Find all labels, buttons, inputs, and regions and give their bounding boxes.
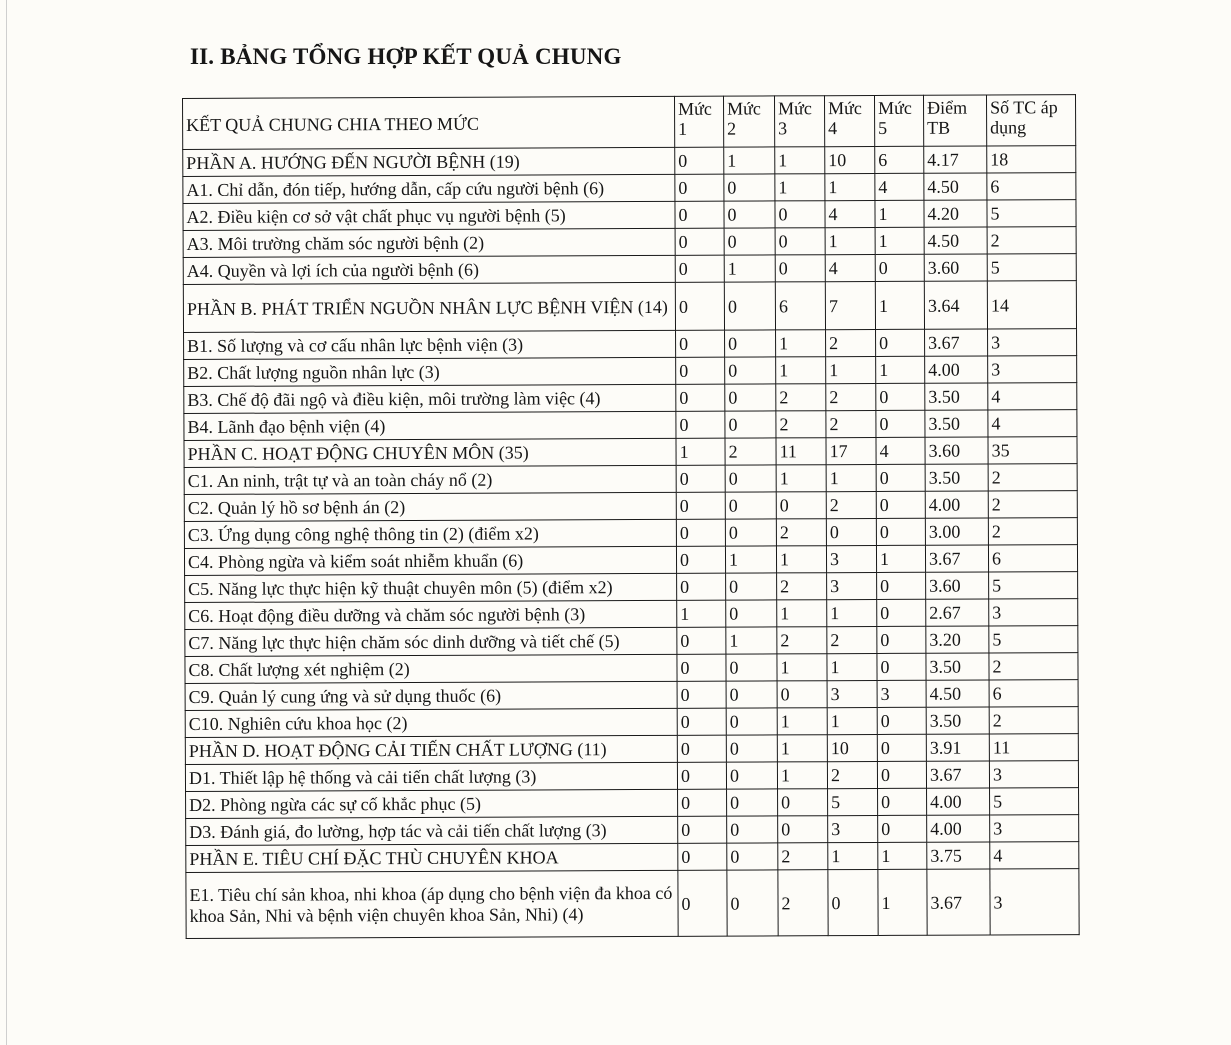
level-1-cell: 0 — [677, 708, 726, 735]
level-2-cell: 0 — [727, 789, 778, 816]
average-score-cell: 3.00 — [925, 518, 988, 545]
level-1-cell: 0 — [676, 546, 725, 573]
page-edge-line — [6, 0, 7, 1045]
table-row — [185, 734, 1078, 765]
level-1-cell: 0 — [678, 816, 727, 843]
level-1-cell: 0 — [676, 411, 725, 438]
level-3-cell: 0 — [775, 201, 825, 228]
level-2-cell: 0 — [725, 330, 776, 357]
level-5-cell: 1 — [876, 545, 925, 572]
average-score-cell: 2.67 — [926, 599, 989, 626]
level-4-cell: 0 — [826, 518, 876, 545]
criteria-count-cell: 5 — [990, 788, 1079, 815]
level-5-cell: 4 — [876, 437, 925, 464]
level-4-cell: 2 — [826, 329, 876, 356]
level-4-cell: 1 — [825, 227, 875, 254]
level-2-cell: 2 — [725, 438, 776, 465]
level-4-cell: 2 — [827, 761, 877, 788]
table-row — [183, 173, 1076, 204]
criteria-count-cell: 2 — [987, 227, 1076, 254]
criteria-count-cell: 11 — [989, 734, 1078, 761]
level-1-cell: 0 — [677, 573, 726, 600]
summary-results-table — [182, 94, 1080, 939]
criteria-count-cell: 5 — [987, 200, 1076, 227]
level-2-cell: 1 — [724, 255, 775, 282]
level-5-cell: 0 — [877, 734, 926, 761]
level-3-cell: 2 — [778, 870, 828, 936]
table-row — [186, 842, 1079, 873]
criteria-count-cell: 3 — [990, 869, 1079, 935]
criterion-label-cell: D3. Đánh giá, đo lường, hợp tác và cải tiến chất lượng (3) — [186, 816, 678, 845]
level-2-cell: 1 — [725, 546, 776, 573]
level-3-cell: 1 — [776, 546, 826, 573]
level-4-cell: 3 — [827, 572, 877, 599]
level-3-cell: 0 — [775, 255, 825, 282]
average-score-cell: 3.91 — [926, 734, 989, 761]
table-row — [186, 788, 1079, 819]
table-row — [184, 518, 1077, 549]
level-5-cell: 0 — [878, 815, 927, 842]
table-row — [186, 869, 1079, 939]
level-1-cell: 0 — [677, 681, 726, 708]
level-1-cell: 1 — [676, 438, 725, 465]
criterion-label-cell: C10. Nghiên cứu khoa học (2) — [185, 708, 677, 737]
criteria-count-cell: 3 — [988, 356, 1077, 383]
level-1-cell: 0 — [677, 627, 726, 654]
level-3-cell: 0 — [775, 228, 825, 255]
criterion-label-cell: B2. Chất lượng nguồn nhân lực (3) — [184, 357, 676, 386]
criterion-label-cell: B3. Chế độ đãi ngộ và điều kiện, môi trường làm việc (4) — [184, 384, 676, 413]
level-2-cell: 0 — [726, 735, 777, 762]
level-2-cell: 1 — [726, 627, 777, 654]
level-3-cell: 1 — [776, 465, 826, 492]
level-4-cell: 10 — [827, 734, 877, 761]
table-row — [186, 815, 1079, 846]
column-header-level-4: Mức 4 — [824, 95, 874, 146]
level-3-cell: 2 — [776, 519, 826, 546]
level-3-cell: 1 — [776, 357, 826, 384]
criteria-count-cell: 2 — [988, 464, 1077, 491]
level-3-cell: 1 — [777, 762, 827, 789]
level-3-cell: 1 — [775, 147, 825, 174]
level-5-cell: 0 — [876, 491, 925, 518]
column-header-criteria-count: Số TC áp dụng — [986, 95, 1075, 146]
level-4-cell: 1 — [828, 842, 878, 869]
level-3-cell: 2 — [777, 573, 827, 600]
criterion-label-cell: PHẦN A. HƯỚNG ĐẾN NGƯỜI BỆNH (19) — [183, 147, 675, 176]
average-score-cell: 4.00 — [925, 491, 988, 518]
criterion-label-cell: A2. Điều kiện cơ sở vật chất phục vụ người bệnh (5) — [183, 201, 675, 230]
average-score-cell: 3.50 — [925, 410, 988, 437]
level-2-cell: 0 — [724, 201, 775, 228]
average-score-cell: 3.50 — [926, 653, 989, 680]
level-5-cell: 0 — [876, 329, 925, 356]
table-row — [185, 599, 1078, 630]
criterion-label-cell: PHẦN E. TIÊU CHÍ ĐẶC THÙ CHUYÊN KHOA — [186, 843, 678, 872]
criterion-label-cell: C5. Năng lực thực hiện kỹ thuật chuyên môn (5) (điểm x2) — [185, 573, 677, 602]
criterion-label-cell: C7. Năng lực thực hiện chăm sóc dinh dưỡng và tiết chế (5) — [185, 627, 677, 656]
level-4-cell: 7 — [825, 281, 875, 329]
level-4-cell: 1 — [826, 464, 876, 491]
level-2-cell: 0 — [726, 573, 777, 600]
level-2-cell: 0 — [726, 654, 777, 681]
level-3-cell: 2 — [778, 843, 828, 870]
level-5-cell: 0 — [876, 464, 925, 491]
level-2-cell: 0 — [725, 519, 776, 546]
criterion-label-cell: B1. Số lượng và cơ cấu nhân lực bệnh viện (3) — [184, 330, 676, 359]
level-3-cell: 0 — [776, 492, 826, 519]
criteria-count-cell: 5 — [987, 254, 1076, 281]
criteria-count-cell: 2 — [989, 653, 1078, 680]
level-4-cell: 2 — [827, 626, 877, 653]
table-row — [185, 761, 1078, 792]
criterion-label-cell: C2. Quản lý hồ sơ bệnh án (2) — [184, 492, 676, 521]
level-4-cell: 1 — [827, 653, 877, 680]
level-2-cell: 0 — [725, 411, 776, 438]
average-score-cell: 3.64 — [924, 281, 987, 329]
criterion-label-cell: C9. Quản lý cung ứng và sử dụng thuốc (6) — [185, 681, 677, 710]
criterion-label-cell: PHẦN D. HOẠT ĐỘNG CẢI TIẾN CHẤT LƯỢNG (11) — [185, 735, 677, 764]
level-3-cell: 1 — [776, 330, 826, 357]
level-5-cell: 3 — [877, 680, 926, 707]
level-3-cell: 1 — [777, 735, 827, 762]
column-header-category: KẾT QUẢ CHUNG CHIA THEO MỨC — [183, 96, 675, 149]
level-4-cell: 1 — [827, 599, 877, 626]
level-5-cell: 0 — [877, 707, 926, 734]
level-5-cell: 0 — [878, 788, 927, 815]
level-5-cell: 6 — [875, 146, 924, 173]
level-5-cell: 0 — [876, 383, 925, 410]
column-header-average-score: Điểm TB — [923, 95, 986, 146]
criteria-count-cell: 3 — [990, 815, 1079, 842]
criteria-count-cell: 4 — [988, 383, 1077, 410]
level-3-cell: 1 — [775, 174, 825, 201]
table-row — [185, 707, 1078, 738]
level-4-cell: 5 — [828, 788, 878, 815]
average-score-cell: 3.60 — [926, 572, 989, 599]
level-2-cell: 1 — [724, 147, 775, 174]
level-2-cell: 0 — [726, 600, 777, 627]
average-score-cell: 4.50 — [926, 680, 989, 707]
level-5-cell: 0 — [876, 518, 925, 545]
level-1-cell: 0 — [678, 843, 727, 870]
level-1-cell: 0 — [675, 228, 724, 255]
level-3-cell: 0 — [777, 681, 827, 708]
level-4-cell: 3 — [826, 545, 876, 572]
level-1-cell: 0 — [678, 789, 727, 816]
criterion-label-cell: E1. Tiêu chí sản khoa, nhi khoa (áp dụng cho bệnh viện đa khoa có khoa Sản, Nhi và bệnh viện chuyên khoa Sản, Nhi) (4) — [186, 870, 678, 938]
level-4-cell: 0 — [828, 869, 878, 935]
table-row — [184, 545, 1077, 576]
table-row — [184, 356, 1077, 387]
average-score-cell: 4.00 — [925, 356, 988, 383]
level-4-cell: 3 — [828, 815, 878, 842]
criterion-label-cell: A4. Quyền và lợi ích của người bệnh (6) — [183, 255, 675, 284]
average-score-cell: 3.50 — [925, 383, 988, 410]
table-row — [185, 653, 1078, 684]
level-3-cell: 0 — [778, 789, 828, 816]
criteria-count-cell: 4 — [988, 410, 1077, 437]
table-row — [185, 572, 1078, 603]
average-score-cell: 4.00 — [927, 788, 990, 815]
criterion-label-cell: C6. Hoạt động điều dưỡng và chăm sóc người bệnh (3) — [185, 600, 677, 629]
level-2-cell: 0 — [727, 816, 778, 843]
level-5-cell: 1 — [875, 281, 924, 329]
level-1-cell: 0 — [676, 384, 725, 411]
level-1-cell: 0 — [676, 465, 725, 492]
level-2-cell: 0 — [725, 357, 776, 384]
level-3-cell: 1 — [777, 600, 827, 627]
level-2-cell: 0 — [725, 384, 776, 411]
table-row — [184, 410, 1077, 441]
level-2-cell: 0 — [724, 282, 775, 330]
criterion-label-cell: C8. Chất lượng xét nghiệm (2) — [185, 654, 677, 683]
level-3-cell: 1 — [777, 708, 827, 735]
level-2-cell: 0 — [726, 762, 777, 789]
level-4-cell: 2 — [826, 491, 876, 518]
table-row — [184, 464, 1077, 495]
average-score-cell: 4.50 — [924, 227, 987, 254]
page-title: II. BẢNG TỔNG HỢP KẾT QUẢ CHUNG — [190, 44, 622, 69]
average-score-cell: 4.00 — [927, 815, 990, 842]
criterion-label-cell: B4. Lãnh đạo bệnh viện (4) — [184, 411, 676, 440]
table-header-row — [183, 95, 1076, 150]
average-score-cell: 3.60 — [925, 437, 988, 464]
average-score-cell: 3.67 — [927, 869, 990, 935]
average-score-cell: 4.20 — [924, 200, 987, 227]
level-1-cell: 0 — [676, 492, 725, 519]
level-2-cell: 0 — [725, 492, 776, 519]
criterion-label-cell: A3. Môi trường chăm sóc người bệnh (2) — [183, 228, 675, 257]
level-3-cell: 1 — [777, 654, 827, 681]
criteria-count-cell: 18 — [987, 146, 1076, 173]
level-5-cell: 0 — [877, 653, 926, 680]
level-1-cell: 0 — [675, 201, 724, 228]
table-row — [185, 626, 1078, 657]
level-5-cell: 1 — [876, 356, 925, 383]
level-1-cell: 0 — [676, 330, 725, 357]
level-1-cell: 1 — [677, 600, 726, 627]
level-3-cell: 2 — [776, 384, 826, 411]
level-2-cell: 0 — [727, 870, 778, 936]
table-row — [183, 146, 1076, 177]
level-5-cell: 0 — [877, 599, 926, 626]
average-score-cell: 3.67 — [925, 545, 988, 572]
level-3-cell: 6 — [775, 282, 825, 330]
column-header-level-1: Mức 1 — [674, 96, 723, 147]
level-3-cell: 2 — [777, 627, 827, 654]
criterion-label-cell: C4. Phòng ngừa và kiểm soát nhiễm khuẩn (6) — [184, 546, 676, 575]
table-row — [184, 383, 1077, 414]
average-score-cell: 3.67 — [925, 329, 988, 356]
level-1-cell: 0 — [675, 174, 724, 201]
average-score-cell: 3.50 — [926, 707, 989, 734]
table-row — [184, 491, 1077, 522]
table-row — [183, 227, 1076, 258]
criteria-count-cell: 6 — [988, 545, 1077, 572]
level-2-cell: 0 — [727, 843, 778, 870]
level-1-cell: 0 — [677, 654, 726, 681]
level-4-cell: 10 — [825, 146, 875, 173]
level-5-cell: 0 — [875, 254, 924, 281]
criterion-label-cell: A1. Chỉ dẫn, đón tiếp, hướng dẫn, cấp cứu người bệnh (6) — [183, 174, 675, 203]
level-4-cell: 4 — [825, 200, 875, 227]
criterion-label-cell: PHẦN B. PHÁT TRIỂN NGUỒN NHÂN LỰC BỆNH VIỆN (14) — [183, 282, 675, 332]
criteria-count-cell: 35 — [988, 437, 1077, 464]
level-1-cell: 0 — [675, 147, 724, 174]
average-score-cell: 3.75 — [927, 842, 990, 869]
level-1-cell: 0 — [675, 282, 724, 330]
level-5-cell: 0 — [877, 761, 926, 788]
level-4-cell: 17 — [826, 437, 876, 464]
criterion-label-cell: D2. Phòng ngừa các sự cố khắc phục (5) — [186, 789, 678, 818]
column-header-level-3: Mức 3 — [774, 96, 824, 147]
level-2-cell: 0 — [725, 465, 776, 492]
average-score-cell: 3.20 — [926, 626, 989, 653]
level-1-cell: 0 — [675, 255, 724, 282]
level-5-cell: 4 — [875, 173, 924, 200]
criteria-count-cell: 2 — [988, 491, 1077, 518]
criteria-count-cell: 6 — [989, 680, 1078, 707]
criteria-count-cell: 3 — [988, 329, 1077, 356]
level-1-cell: 0 — [678, 870, 727, 936]
level-3-cell: 0 — [778, 816, 828, 843]
table-body — [183, 146, 1079, 939]
level-2-cell: 0 — [724, 174, 775, 201]
level-1-cell: 0 — [676, 357, 725, 384]
level-2-cell: 0 — [726, 708, 777, 735]
criteria-count-cell: 4 — [990, 842, 1079, 869]
level-4-cell: 2 — [826, 410, 876, 437]
criteria-count-cell: 3 — [989, 599, 1078, 626]
level-5-cell: 1 — [878, 869, 927, 935]
level-5-cell: 1 — [875, 227, 924, 254]
table-row — [183, 200, 1076, 231]
level-5-cell: 0 — [877, 572, 926, 599]
table-row — [183, 281, 1076, 333]
level-3-cell: 2 — [776, 411, 826, 438]
level-4-cell: 3 — [827, 680, 877, 707]
level-5-cell: 0 — [877, 626, 926, 653]
level-4-cell: 2 — [826, 383, 876, 410]
table-row — [183, 254, 1076, 285]
level-4-cell: 4 — [825, 254, 875, 281]
table-row — [185, 680, 1078, 711]
level-4-cell: 1 — [826, 356, 876, 383]
level-3-cell: 11 — [776, 438, 826, 465]
criteria-count-cell: 6 — [987, 173, 1076, 200]
level-5-cell: 1 — [878, 842, 927, 869]
criteria-count-cell: 5 — [989, 626, 1078, 653]
level-4-cell: 1 — [825, 173, 875, 200]
level-1-cell: 0 — [677, 762, 726, 789]
table-row — [184, 329, 1077, 360]
level-5-cell: 0 — [876, 410, 925, 437]
criterion-label-cell: D1. Thiết lập hệ thống và cải tiến chất lượng (3) — [185, 762, 677, 791]
criteria-count-cell: 3 — [989, 761, 1078, 788]
criteria-count-cell: 14 — [987, 281, 1076, 329]
table-row — [184, 437, 1077, 468]
average-score-cell: 3.67 — [926, 761, 989, 788]
level-4-cell: 1 — [827, 707, 877, 734]
criteria-count-cell: 2 — [988, 518, 1077, 545]
level-1-cell: 0 — [676, 519, 725, 546]
level-5-cell: 1 — [875, 200, 924, 227]
criteria-count-cell: 5 — [989, 572, 1078, 599]
level-2-cell: 0 — [724, 228, 775, 255]
criterion-label-cell: PHẦN C. HOẠT ĐỘNG CHUYÊN MÔN (35) — [184, 438, 676, 467]
average-score-cell: 4.17 — [924, 146, 987, 173]
criterion-label-cell: C3. Ứng dụng công nghệ thông tin (2) (điểm x2) — [184, 519, 676, 548]
average-score-cell: 3.50 — [925, 464, 988, 491]
level-1-cell: 0 — [677, 735, 726, 762]
average-score-cell: 3.60 — [924, 254, 987, 281]
column-header-level-5: Mức 5 — [874, 95, 923, 146]
criterion-label-cell: C1. An ninh, trật tự và an toàn cháy nổ (2) — [184, 465, 676, 494]
criteria-count-cell: 2 — [989, 707, 1078, 734]
level-2-cell: 0 — [726, 681, 777, 708]
column-header-level-2: Mức 2 — [723, 96, 774, 147]
average-score-cell: 4.50 — [924, 173, 987, 200]
